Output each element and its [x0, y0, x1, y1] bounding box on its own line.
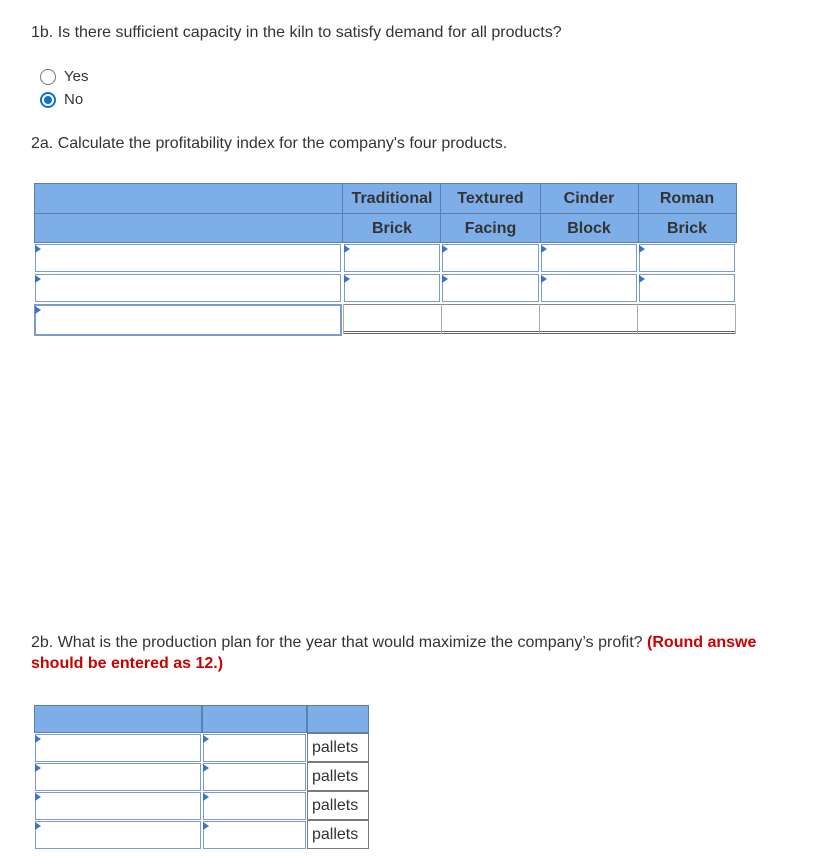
- row-3-label-box[interactable]: [34, 304, 342, 336]
- cell-marker-icon: [639, 245, 645, 253]
- row-2-label-input[interactable]: [35, 274, 341, 302]
- plan-row-1-product-input[interactable]: [35, 734, 201, 762]
- dropdown-marker-icon: [35, 306, 41, 314]
- plan-row-3-quantity-input[interactable]: [203, 792, 306, 820]
- row-2-cinder-input[interactable]: [541, 274, 637, 302]
- dropdown-marker-icon: [35, 764, 41, 772]
- row-3-divider: [637, 304, 638, 334]
- row-3-divider: [735, 304, 736, 334]
- row-2-roman-input[interactable]: [639, 274, 735, 302]
- dropdown-marker-icon: [35, 822, 41, 830]
- plan-row-3-unit: pallets: [307, 791, 369, 820]
- plan-row-4-product-input[interactable]: [35, 821, 201, 849]
- cell-marker-icon: [442, 245, 448, 253]
- cell-marker-icon: [442, 275, 448, 283]
- row-2-traditional-input[interactable]: [344, 274, 440, 302]
- col-header-roman-line1: Roman: [659, 190, 715, 207]
- plan-row-2-unit: pallets: [307, 762, 369, 791]
- dropdown-marker-icon: [35, 793, 41, 801]
- no-label: No: [64, 91, 84, 108]
- row-1-cinder-input[interactable]: [541, 244, 637, 272]
- plan-header-product: [34, 705, 202, 733]
- col-header-cinder-line1: Cinder: [563, 190, 615, 207]
- col-header-cinder-line2: Block: [567, 220, 611, 237]
- cell-marker-icon: [344, 275, 350, 283]
- cell-marker-icon: [639, 275, 645, 283]
- no-radio[interactable]: [40, 92, 56, 108]
- dropdown-marker-icon: [35, 275, 41, 283]
- row-1-textured-input[interactable]: [442, 244, 539, 272]
- question-1b-text: 1b. Is there sufficient capacity in the kiln to satisfy demand for all products?: [31, 24, 562, 41]
- dropdown-marker-icon: [35, 735, 41, 743]
- col-header-traditional-line2: Brick: [371, 220, 413, 237]
- dropdown-marker-icon: [35, 245, 41, 253]
- row-1-label-input[interactable]: [35, 244, 341, 272]
- option-no[interactable]: [40, 91, 83, 108]
- row-3-divider: [539, 304, 540, 334]
- plan-row-4-quantity-input[interactable]: [203, 821, 306, 849]
- row-3-divider: [441, 304, 442, 334]
- col-header-textured-line2: Facing: [464, 220, 517, 237]
- rounding-note: (Round answe: [647, 634, 757, 651]
- rounding-note-line2: should be entered as 12.): [31, 655, 224, 672]
- plan-row-4-unit: pallets: [307, 820, 369, 849]
- cell-marker-icon: [541, 275, 547, 283]
- yes-label: Yes: [64, 68, 89, 85]
- cell-marker-icon: [203, 764, 209, 772]
- plan-row-1-quantity-input[interactable]: [203, 734, 306, 762]
- row-2-textured-input[interactable]: [442, 274, 539, 302]
- cell-marker-icon: [203, 793, 209, 801]
- plan-row-2-quantity-input[interactable]: [203, 763, 306, 791]
- plan-row-1-unit: pallets: [307, 733, 369, 762]
- col-header-traditional-line1: Traditional: [351, 190, 433, 207]
- option-yes[interactable]: [40, 68, 88, 85]
- plan-header-quantity: [202, 705, 307, 733]
- cell-marker-icon: [541, 245, 547, 253]
- question-2a-text: 2a. Calculate the profitability index for the company's four products.: [31, 135, 508, 152]
- row-3-divider: [343, 304, 344, 334]
- cell-marker-icon: [203, 822, 209, 830]
- plan-row-3-product-input[interactable]: [35, 792, 201, 820]
- yes-radio[interactable]: [40, 69, 56, 85]
- question-2b-main: 2b. What is the production plan for the year that would maximize the company’s profit?: [31, 634, 643, 651]
- question-2b-text: [31, 634, 756, 652]
- col-header-roman-line2: Brick: [666, 220, 708, 237]
- cell-marker-icon: [344, 245, 350, 253]
- row-1-roman-input[interactable]: [639, 244, 735, 272]
- plan-row-2-product-input[interactable]: [35, 763, 201, 791]
- col-header-textured-line1: Textured: [457, 190, 524, 207]
- plan-header-unit: [307, 705, 369, 733]
- cell-marker-icon: [203, 735, 209, 743]
- row-1-traditional-input[interactable]: [344, 244, 440, 272]
